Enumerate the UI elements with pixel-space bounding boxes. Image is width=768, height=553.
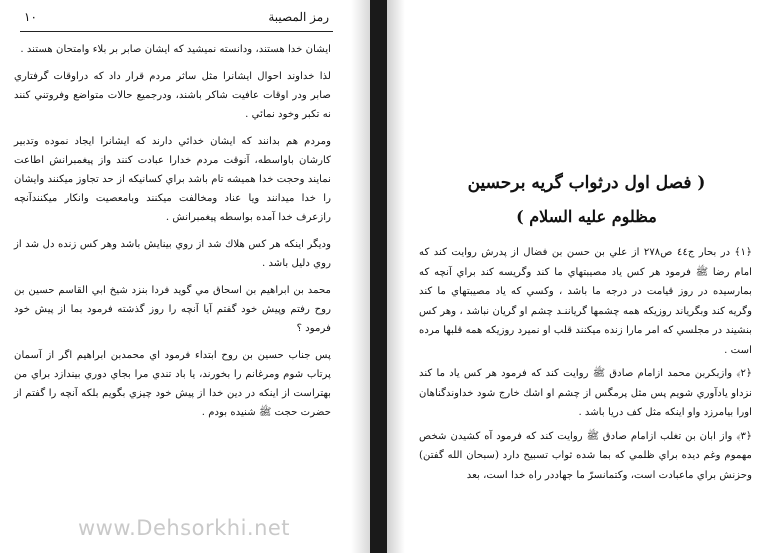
- paragraph: ﴿١﴾ در بحار ج٤٤ ص٢٧٨ از علي بن حسن بن فضال از پدرش روايت كند كه امام رضا ﷺ فرمود هر كس ياد مصيبتهاي ما كند وگريسه كند براي آنچه كه بمارسيده در روز قيامت در درجه ما باشد ، وكسي كه ياد مصيبتهاي ما كند وگريه كند وبگرياند روزيكه همه چشمها گرياننـد چشم او گريان نباشد ، وهر كس بنشيند در مجلسي كه امر مارا زنده ميكنند قلب او نميرد روزيكه همه قلبها مرده است .: [419, 247, 752, 356]
- left-page: [0, 0, 351, 553]
- chapter-title: [415, 168, 758, 232]
- paragraph: وديگر اينكه هر كس هلاك شد از روي بينايش باشد وهر كس زنده دل شد از روي دليل باشد .: [14, 239, 331, 269]
- page-header: [24, 10, 329, 30]
- watermark: www.Dehsorkhi.net: [78, 516, 291, 540]
- header-rule: [20, 31, 333, 32]
- page-number: ١٠: [24, 10, 37, 24]
- right-page-body: [419, 243, 752, 489]
- chapter-title-line: مظلوم عليه السلام ): [516, 207, 657, 226]
- paragraph: پس جناب حسين بن روح ابتداء فرمود اي محمدبن ابراهيم اگر از آسمان پرتاب شوم ومرغانم را بخورند، يا باد تندي مرا بجاي دوري بيندازد براي من بهتراست از اينكه در دين خدا از پيش خود چيزي بگويم بلكه آنچه را گفتم از حضرت حجت ﷺ شنيده بودم .: [14, 350, 331, 418]
- chapter-title-line: ( فصل اول درثواب گريه برحسين: [467, 173, 706, 193]
- running-title: رمز المصيبة: [268, 10, 329, 24]
- paragraph: لذا خداوند احوال ايشانرا مثل ساثر مردم قرار داد كه دراوقات گرفتاري صابر ودر اوقات عافيت شاكر باشند، ودرجميع حالات متواضع وفروتني كنند نه تكبر وخود نمائي .: [14, 71, 331, 120]
- right-page: [405, 0, 768, 553]
- paragraph: ﴿٢﴾ وازبكربن محمد ازامام صادق ﷺ روايت كند كه فرمود هر كس ياد ما كند نزداو يادآوري شويم پس مثل پرمگس از چشم او اشك خارج شود خداوندگناهان اورا بيامرزد واو اينكه مثل كف دريا باشد .: [419, 368, 752, 418]
- left-page-body: [14, 40, 331, 430]
- book-gutter: [370, 0, 387, 553]
- paragraph: ايشان خدا هستند، ودانسته نميشيد كه ايشان صابر بر بلاء وامتحان هستند .: [20, 44, 331, 55]
- paragraph: ومردم هم بدانند كه ايشان خدائي دارند كه ايشانرا ايجاد نموده وتدبير كارشان باواسطه، آنوقت مردم خدارا عبادت كنند واز پيغمبرانش اطاعت نمايند وحجت خدا هميشه تام باشد براي كسانيكه از حد تجاوز ميكنند وايشان را خدا ميدانند ويا عناد ومخالفت ميكنند وبامعصيت وانكار ميكنندآنچه رازعرف خدا آمده بواسطه پيغمبرانش .: [14, 136, 331, 223]
- paragraph: محمد بن ابراهيم بن اسحاق مي گويد فردا بنزد شيخ ابي القاسم حسين بن روح رفتم وپيش خود گفتم آيا آنچه را روز گذشته فرمود بما از پيش خود فرمود ؟: [14, 285, 331, 334]
- gutter-shadow: [387, 0, 405, 553]
- paragraph: ﴿٣﴾ واز ابان بن تغلب ازامام صادق ﷺ روايت كند كه فرمود آه كشيدن شخص مهموم وغم ديده براي ظلمي كه بما شده ثواب تسبيح دارد (سبحان الله گفتن) وحزنش براي ماعبادت است، وكتمانسرّ ما جهاددر راه خدا است، بعد: [419, 430, 752, 481]
- gutter-shadow: [351, 0, 370, 553]
